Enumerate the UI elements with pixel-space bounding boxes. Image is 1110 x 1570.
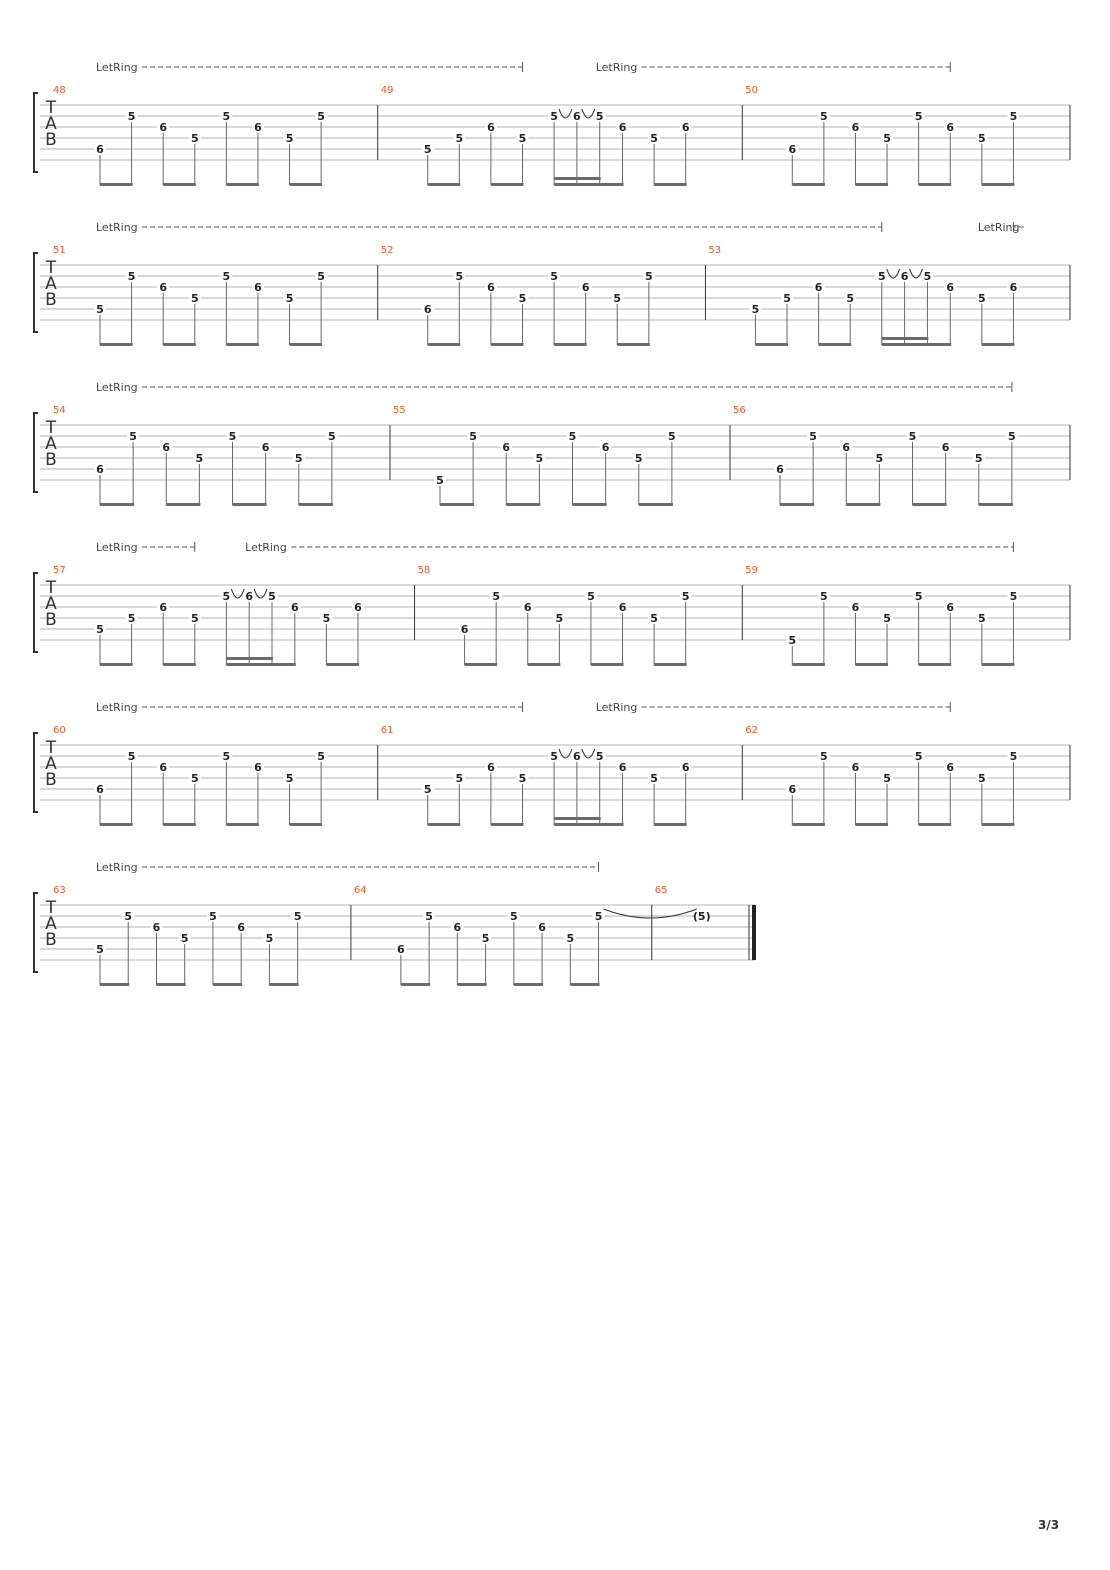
- fret-number: 5: [1008, 430, 1016, 443]
- beam: [233, 503, 267, 506]
- fret-number: 6: [581, 281, 590, 294]
- beam: [465, 663, 498, 666]
- tab-clef-letter: B: [45, 610, 57, 630]
- beam: [290, 823, 323, 826]
- fret-number: 6: [96, 783, 104, 796]
- fret-number: 6: [538, 921, 546, 934]
- fret-number: 5: [322, 612, 331, 625]
- measure-number: 53: [708, 245, 722, 256]
- fret-number: 6: [152, 921, 161, 934]
- fret-number: 5: [190, 612, 199, 625]
- fret-number: 6: [453, 921, 462, 934]
- beam: [855, 663, 888, 666]
- tie-arc: [254, 589, 267, 598]
- fret-number: 5: [317, 750, 325, 763]
- fret-number: 6: [941, 441, 950, 454]
- fret-number: 6: [851, 601, 860, 614]
- fret-number: 6: [776, 463, 784, 476]
- fret-number: 6: [814, 281, 823, 294]
- fret-number: 5: [550, 750, 558, 763]
- fret-number: 5: [634, 452, 643, 465]
- fret-number: 5: [127, 750, 136, 763]
- final-barline-thick: [752, 905, 756, 960]
- fret-number: 6: [573, 110, 581, 123]
- fret-number: 5: [977, 612, 986, 625]
- fret-number: 6: [159, 761, 168, 774]
- tab-clef-letter: B: [45, 130, 57, 150]
- fret-number: 5: [222, 110, 231, 123]
- fret-number: 6: [423, 303, 432, 316]
- fret-number: 5: [268, 590, 276, 603]
- fret-number: 6: [900, 270, 909, 283]
- beam: [290, 183, 323, 186]
- measure-number: 51: [53, 245, 66, 256]
- fret-number: 5: [594, 910, 603, 923]
- fret-number: 6: [487, 761, 495, 774]
- fret-number: 5: [783, 292, 791, 305]
- fret-number: 5: [423, 143, 432, 156]
- fret-number: 5: [875, 452, 884, 465]
- tie-arc: [604, 909, 697, 918]
- letring-label: LetRing: [595, 701, 638, 714]
- beam: [855, 823, 888, 826]
- beam: [401, 983, 430, 986]
- fret-number: 5: [190, 132, 199, 145]
- beam: [226, 823, 259, 826]
- fret-number: 5: [190, 292, 199, 305]
- fret-number: 6: [946, 761, 955, 774]
- fret-number: 5: [681, 590, 690, 603]
- beam: [528, 663, 561, 666]
- fret-number: 6: [96, 143, 104, 156]
- tab-clef-letter: A: [45, 594, 57, 614]
- letring-label: LetRing: [96, 541, 138, 554]
- beam: [491, 823, 524, 826]
- fret-number: 5: [285, 292, 294, 305]
- fret-number: 6: [946, 601, 955, 614]
- beam: [428, 343, 461, 346]
- fret-number: 6: [618, 121, 627, 134]
- fret-number: 5: [974, 452, 983, 465]
- fret-number: 5: [1009, 750, 1018, 763]
- tab-clef-letter: T: [45, 578, 57, 598]
- fret-number: 5: [317, 270, 325, 283]
- fret-number: 5: [436, 474, 444, 487]
- fret-number: 5: [492, 590, 500, 603]
- beam: [654, 663, 687, 666]
- fret-number: 6: [460, 623, 469, 636]
- fret-number: 5: [1009, 110, 1018, 123]
- beam: [428, 183, 461, 186]
- tab-clef-letter: A: [45, 434, 57, 454]
- measure-number: 49: [380, 85, 394, 96]
- letring-label: LetRing: [96, 381, 138, 394]
- letring-label: LetRing: [977, 221, 1020, 234]
- fret-number: 6: [254, 761, 262, 774]
- system-bracket: [34, 893, 38, 972]
- tie-arc: [582, 109, 595, 118]
- fret-number: 5: [595, 110, 604, 123]
- tab-clef-letter: B: [45, 930, 57, 950]
- beam: [919, 183, 952, 186]
- beam: [755, 343, 788, 346]
- fret-number: 5: [222, 270, 231, 283]
- fret-number: 6: [851, 761, 860, 774]
- fret-number: 5: [883, 772, 891, 785]
- fret-number: 6: [502, 441, 511, 454]
- fret-number: 6: [159, 121, 168, 134]
- fret-number: 5: [294, 452, 303, 465]
- fret-number: 6: [601, 441, 610, 454]
- fret-number: 5: [566, 932, 575, 945]
- fret-number: 6: [96, 463, 104, 476]
- tab-clef-letter: T: [45, 898, 57, 918]
- measure-number: 62: [745, 725, 759, 736]
- fret-number: 5: [265, 932, 274, 945]
- fret-number: 5: [977, 132, 986, 145]
- beam: [226, 663, 295, 666]
- fret-number: 5: [587, 590, 595, 603]
- tab-clef-letter: A: [45, 754, 57, 774]
- measure-number: 54: [53, 405, 66, 416]
- fret-number: 5: [285, 132, 294, 145]
- fret-number: 5: [455, 132, 464, 145]
- beam: [792, 823, 825, 826]
- system-bracket: [34, 733, 38, 812]
- beam: [654, 183, 687, 186]
- tie-arc: [910, 269, 923, 278]
- fret-number: 6: [254, 281, 262, 294]
- beam: [100, 823, 133, 826]
- beam: [573, 503, 607, 506]
- beam: [326, 663, 359, 666]
- fret-number: 5: [469, 430, 477, 443]
- beam: [882, 343, 951, 346]
- fret-number: 5: [96, 623, 104, 636]
- measure-number: 60: [53, 725, 66, 736]
- measure-number: 64: [353, 885, 367, 896]
- tab-clef-letter: A: [45, 114, 57, 134]
- fret-number: 5: [317, 110, 325, 123]
- system-bracket: [34, 573, 38, 652]
- beam: [100, 343, 133, 346]
- beam: [491, 343, 524, 346]
- fret-number: 5: [977, 772, 986, 785]
- system-bracket: [34, 413, 38, 492]
- fret-number: 6: [523, 601, 532, 614]
- fret-number: 5: [127, 270, 136, 283]
- fret-number: 6: [159, 601, 168, 614]
- fret-number: 5: [423, 783, 432, 796]
- measure-number: 58: [417, 565, 431, 576]
- tab-clef-letter: A: [45, 914, 57, 934]
- fret-number: 5: [883, 612, 891, 625]
- fret-number: 5: [293, 910, 302, 923]
- beam: [982, 823, 1015, 826]
- fret-number: 5: [846, 292, 855, 305]
- fret-number: 6: [159, 281, 168, 294]
- beam: [792, 183, 825, 186]
- beam: [440, 503, 474, 506]
- fret-number: 5: [190, 772, 199, 785]
- measure-number: 50: [745, 85, 759, 96]
- fret-number: 5: [883, 132, 891, 145]
- fret-number: 5: [908, 430, 917, 443]
- fret-number: 6: [681, 121, 690, 134]
- measure-number: 56: [733, 405, 746, 416]
- measure-number: 65: [654, 885, 668, 896]
- tab-clef-letter: T: [45, 98, 57, 118]
- beam: [919, 823, 952, 826]
- measure-number: 61: [380, 725, 394, 736]
- fret-number: 5: [222, 750, 231, 763]
- fret-number: 5: [328, 430, 336, 443]
- fret-number: 5: [96, 303, 104, 316]
- beam: [570, 983, 599, 986]
- fret-number: 5: [820, 110, 828, 123]
- fret-number: 6: [851, 121, 860, 134]
- fret-number: 5: [877, 270, 886, 283]
- beam: [163, 343, 196, 346]
- beam-secondary: [882, 337, 929, 340]
- beam: [491, 183, 524, 186]
- beam-secondary: [554, 817, 601, 820]
- measure-number: 59: [745, 565, 759, 576]
- beam: [591, 663, 624, 666]
- fret-number: 6: [1009, 281, 1018, 294]
- beam: [290, 343, 323, 346]
- beam: [919, 663, 952, 666]
- fret-number: 5: [535, 452, 544, 465]
- tab-clef-letter: B: [45, 450, 57, 470]
- beam: [780, 503, 814, 506]
- fret-number: 5: [180, 932, 189, 945]
- beam: [617, 343, 650, 346]
- measure-number: 57: [53, 565, 66, 576]
- fret-number: 5: [124, 910, 133, 923]
- measure-number: 52: [380, 245, 394, 256]
- system-bracket: [34, 93, 38, 172]
- fret-number: 5: [914, 110, 923, 123]
- fret-number: 5: [914, 750, 923, 763]
- beam: [166, 503, 200, 506]
- fret-number: 5: [923, 270, 932, 283]
- fret-number: 6: [618, 761, 627, 774]
- fret-number: 6: [261, 441, 270, 454]
- beam: [100, 983, 129, 986]
- tie-arc: [559, 109, 572, 118]
- fret-number: 5: [222, 590, 231, 603]
- fret-number: 6: [842, 441, 851, 454]
- fret-number: 5: [650, 612, 658, 625]
- fret-number: 5: [820, 590, 828, 603]
- beam: [855, 183, 888, 186]
- page-number: 3/3: [1038, 1518, 1060, 1532]
- letring-label: LetRing: [96, 61, 138, 74]
- fret-number: 6: [618, 601, 627, 614]
- beam: [506, 503, 540, 506]
- beam: [100, 663, 133, 666]
- beam: [554, 343, 587, 346]
- fret-number: (5): [692, 910, 711, 923]
- beam: [819, 343, 852, 346]
- fret-number: 5: [645, 270, 653, 283]
- beam: [163, 823, 196, 826]
- letring-label: LetRing: [96, 221, 138, 234]
- fret-number: 6: [573, 750, 581, 763]
- measure-number: 55: [393, 405, 406, 416]
- tie-arc: [231, 589, 244, 598]
- fret-number: 5: [509, 910, 518, 923]
- fret-number: 6: [681, 761, 690, 774]
- fret-number: 5: [127, 612, 136, 625]
- fret-number: 5: [809, 430, 817, 443]
- fret-number: 5: [518, 292, 527, 305]
- beam: [428, 823, 461, 826]
- measure-number: 63: [53, 885, 66, 896]
- beam: [156, 983, 185, 986]
- beam: [846, 503, 880, 506]
- fret-number: 6: [237, 921, 246, 934]
- beam: [639, 503, 673, 506]
- beam: [979, 503, 1013, 506]
- beam: [913, 503, 947, 506]
- beam: [226, 183, 259, 186]
- beam: [654, 823, 687, 826]
- beam: [792, 663, 825, 666]
- fret-number: 6: [397, 943, 405, 956]
- fret-number: 5: [668, 430, 676, 443]
- fret-number: 5: [127, 110, 136, 123]
- beam: [163, 183, 196, 186]
- fret-number: 5: [455, 270, 464, 283]
- fret-number: 6: [354, 601, 362, 614]
- fret-number: 5: [195, 452, 204, 465]
- tie-arc: [559, 749, 572, 758]
- fret-number: 5: [914, 590, 923, 603]
- fret-number: 5: [820, 750, 828, 763]
- fret-number: 5: [977, 292, 986, 305]
- beam-secondary: [226, 657, 273, 660]
- beam: [100, 503, 134, 506]
- tab-clef-letter: T: [45, 738, 57, 758]
- fret-number: 5: [129, 430, 137, 443]
- beam: [554, 823, 623, 826]
- tab-clef-letter: B: [45, 290, 57, 310]
- tab-clef-letter: T: [45, 418, 57, 438]
- beam: [163, 663, 196, 666]
- fret-number: 6: [162, 441, 171, 454]
- fret-number: 5: [1009, 590, 1018, 603]
- beam: [982, 663, 1015, 666]
- beam-secondary: [554, 177, 601, 180]
- fret-number: 5: [455, 772, 464, 785]
- fret-number: 5: [209, 910, 217, 923]
- fret-number: 5: [518, 132, 527, 145]
- tab-clef-letter: B: [45, 770, 57, 790]
- fret-number: 5: [788, 634, 797, 647]
- fret-number: 5: [481, 932, 490, 945]
- beam: [514, 983, 543, 986]
- fret-number: 5: [751, 303, 760, 316]
- measure-number: 48: [53, 85, 66, 96]
- letring-label: LetRing: [96, 861, 138, 874]
- fret-number: 5: [228, 430, 237, 443]
- fret-number: 5: [613, 292, 622, 305]
- fret-number: 5: [518, 772, 527, 785]
- tab-clef-letter: T: [45, 258, 57, 278]
- fret-number: 5: [425, 910, 433, 923]
- letring-label: LetRing: [245, 541, 287, 554]
- beam: [982, 343, 1015, 346]
- fret-number: 6: [946, 121, 955, 134]
- fret-number: 6: [290, 601, 299, 614]
- fret-number: 5: [555, 612, 564, 625]
- fret-number: 5: [550, 110, 558, 123]
- fret-number: 6: [788, 143, 797, 156]
- beam: [982, 183, 1015, 186]
- beam: [554, 183, 623, 186]
- fret-number: 5: [650, 772, 658, 785]
- beam: [299, 503, 333, 506]
- tab-clef-letter: A: [45, 274, 57, 294]
- beam: [213, 983, 242, 986]
- tie-arc: [887, 269, 900, 278]
- fret-number: 6: [946, 281, 955, 294]
- fret-number: 6: [487, 281, 495, 294]
- letring-label: LetRing: [96, 701, 138, 714]
- fret-number: 5: [550, 270, 558, 283]
- system-bracket: [34, 253, 38, 332]
- fret-number: 6: [788, 783, 797, 796]
- fret-number: 6: [254, 121, 262, 134]
- letring-label: LetRing: [595, 61, 638, 74]
- fret-number: 5: [650, 132, 658, 145]
- beam: [100, 183, 133, 186]
- beam: [226, 343, 259, 346]
- beam: [457, 983, 486, 986]
- fret-number: 6: [245, 590, 254, 603]
- tie-arc: [582, 749, 595, 758]
- fret-number: 6: [487, 121, 495, 134]
- fret-number: 5: [568, 430, 577, 443]
- fret-number: 5: [96, 943, 104, 956]
- beam: [269, 983, 298, 986]
- fret-number: 5: [285, 772, 294, 785]
- fret-number: 5: [595, 750, 604, 763]
